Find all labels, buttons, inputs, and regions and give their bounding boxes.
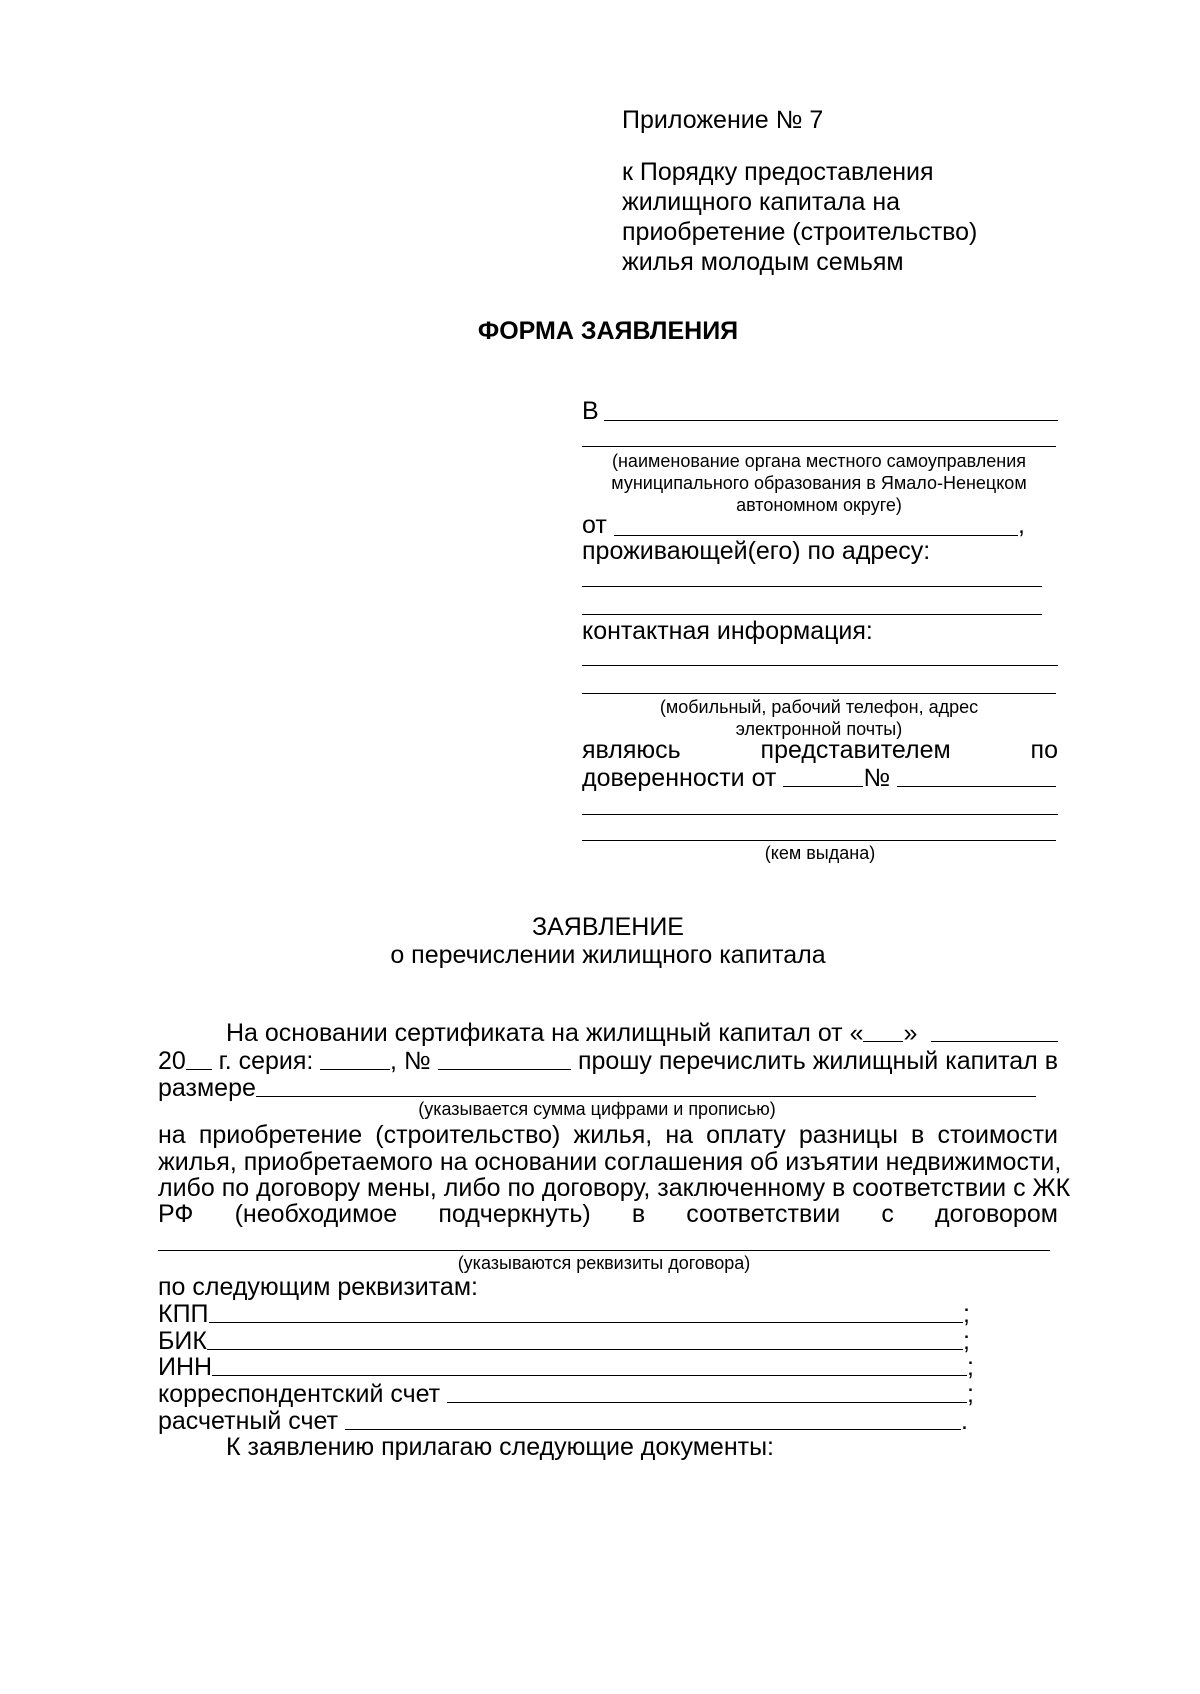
certificate-line bbox=[226, 1018, 1058, 1048]
power-prefix: доверенности от bbox=[582, 764, 777, 792]
body-last-line bbox=[158, 1199, 1058, 1229]
hint-line: электронной почты) bbox=[735, 719, 903, 739]
detail-end: ; bbox=[967, 1380, 974, 1408]
issued-hint: (кем выдана) bbox=[764, 843, 876, 863]
hint-line: автономном округе) bbox=[736, 495, 902, 515]
series-field[interactable] bbox=[320, 1069, 390, 1070]
appendix-reference bbox=[622, 157, 977, 277]
detail-end: ; bbox=[967, 1353, 974, 1381]
from-suffix: , bbox=[1018, 511, 1025, 539]
representative-line bbox=[582, 735, 1058, 765]
power-date-field[interactable] bbox=[783, 786, 863, 787]
word: с bbox=[881, 1200, 894, 1228]
details-label: по следующим реквизитам: bbox=[158, 1273, 478, 1301]
contact-hint bbox=[582, 696, 1056, 740]
detail-row-kpp bbox=[158, 1299, 970, 1329]
hint-line: муниципального образования в Ямало-Ненецком bbox=[611, 473, 1027, 493]
quote-close: » bbox=[903, 1019, 918, 1047]
detail-row-corr-account bbox=[158, 1379, 974, 1409]
attachments-label: К заявлению прилагаю следующие документы: bbox=[226, 1433, 774, 1461]
contact-field-line[interactable] bbox=[582, 665, 1058, 666]
appendix-number: Приложение № 7 bbox=[622, 106, 824, 134]
account-field[interactable] bbox=[345, 1429, 961, 1430]
certificate-number-field[interactable] bbox=[438, 1069, 571, 1070]
amount-field[interactable] bbox=[256, 1096, 1036, 1097]
address-field-line-2[interactable] bbox=[582, 614, 1042, 615]
word: соответствии bbox=[686, 1200, 841, 1228]
power-number-field[interactable] bbox=[897, 786, 1056, 787]
statement-title: ЗАЯВЛЕНИЕ bbox=[531, 913, 684, 941]
to-prefix: В bbox=[582, 397, 599, 425]
word: договором bbox=[935, 1200, 1058, 1228]
amount-label: размере bbox=[158, 1074, 256, 1102]
body-text: жилья, приобретаемого на основании соглашения об изъятии недвижимости, bbox=[158, 1148, 1062, 1176]
contract-field-line[interactable] bbox=[158, 1250, 1050, 1251]
comma: , bbox=[389, 1047, 397, 1075]
form-title: ФОРМА ЗАЯВЛЕНИЯ bbox=[477, 317, 739, 345]
corr-account-field[interactable] bbox=[447, 1402, 967, 1403]
detail-label: расчетный счет bbox=[158, 1407, 345, 1435]
statement-subtitle: о перечислении жилищного капитала bbox=[390, 941, 826, 969]
number-sign: № bbox=[863, 764, 891, 792]
word: подчеркнуть) bbox=[438, 1200, 591, 1228]
contract-hint: (указываются реквизиты договора) bbox=[457, 1253, 751, 1273]
detail-end: . bbox=[961, 1407, 968, 1435]
hint-line: (мобильный, рабочий телефон, адрес bbox=[659, 697, 979, 717]
word: РФ bbox=[158, 1200, 194, 1228]
authority-hint bbox=[582, 450, 1056, 516]
issued-by-field-line[interactable] bbox=[582, 814, 1058, 815]
series-line bbox=[158, 1046, 1058, 1076]
issued-by-field-line-2[interactable] bbox=[582, 840, 1056, 841]
certificate-text: На основании сертификата на жилищный капитал от « bbox=[226, 1019, 864, 1047]
word: (необходимое bbox=[234, 1200, 398, 1228]
kpp-field[interactable] bbox=[209, 1322, 964, 1323]
word: являюсь bbox=[582, 736, 681, 764]
detail-label: БИК bbox=[158, 1327, 207, 1355]
detail-label: корреспондентский счет bbox=[158, 1380, 448, 1408]
appendix-reference-line: приобретение (строительство) bbox=[622, 218, 978, 246]
from-prefix: от bbox=[582, 511, 607, 539]
certificate-month-field[interactable] bbox=[931, 1041, 1058, 1042]
detail-label: ИНН bbox=[158, 1353, 213, 1381]
detail-label: КПП bbox=[158, 1300, 209, 1328]
word: в bbox=[631, 1200, 646, 1228]
number-sign: № bbox=[403, 1047, 431, 1075]
word: по bbox=[1030, 736, 1058, 764]
word: представителем bbox=[760, 736, 951, 764]
body-text: на приобретение (строительство) жилья, на оплату разницы в стоимости bbox=[158, 1121, 1058, 1149]
contact-label: контактная информация: bbox=[582, 617, 873, 645]
amount-hint: (указывается сумма цифрами и прописью) bbox=[418, 1099, 776, 1119]
to-field-line[interactable] bbox=[604, 420, 1058, 421]
detail-end: ; bbox=[963, 1327, 970, 1355]
contact-field-line-2[interactable] bbox=[582, 693, 1056, 694]
request-text: прошу перечислить жилищный капитал в bbox=[577, 1047, 1058, 1075]
appendix-reference-line: к Порядку предоставления bbox=[622, 158, 934, 186]
to-field-line-2[interactable] bbox=[582, 446, 1056, 447]
body-text: либо по договору мены, либо по договору, заключенному в соответствии с ЖК bbox=[158, 1174, 1071, 1202]
body-line bbox=[158, 1120, 1058, 1150]
appendix-reference-line: жилищного капитала на bbox=[622, 188, 901, 216]
appendix-reference-line: жилья молодым семьям bbox=[622, 248, 904, 276]
hint-line: (наименование органа местного самоуправления bbox=[612, 451, 1026, 471]
residing-label: проживающей(его) по адресу: bbox=[582, 537, 931, 565]
power-of-attorney-line bbox=[582, 763, 1056, 793]
year-field[interactable] bbox=[186, 1069, 212, 1070]
detail-row-inn bbox=[158, 1352, 974, 1382]
series-label: г. серия: bbox=[218, 1047, 314, 1075]
detail-end: ; bbox=[963, 1300, 970, 1328]
year-prefix: 20 bbox=[158, 1047, 186, 1075]
bik-field[interactable] bbox=[207, 1349, 963, 1350]
inn-field[interactable] bbox=[212, 1375, 967, 1376]
address-field-line[interactable] bbox=[582, 586, 1042, 587]
certificate-day-field[interactable] bbox=[863, 1041, 903, 1042]
